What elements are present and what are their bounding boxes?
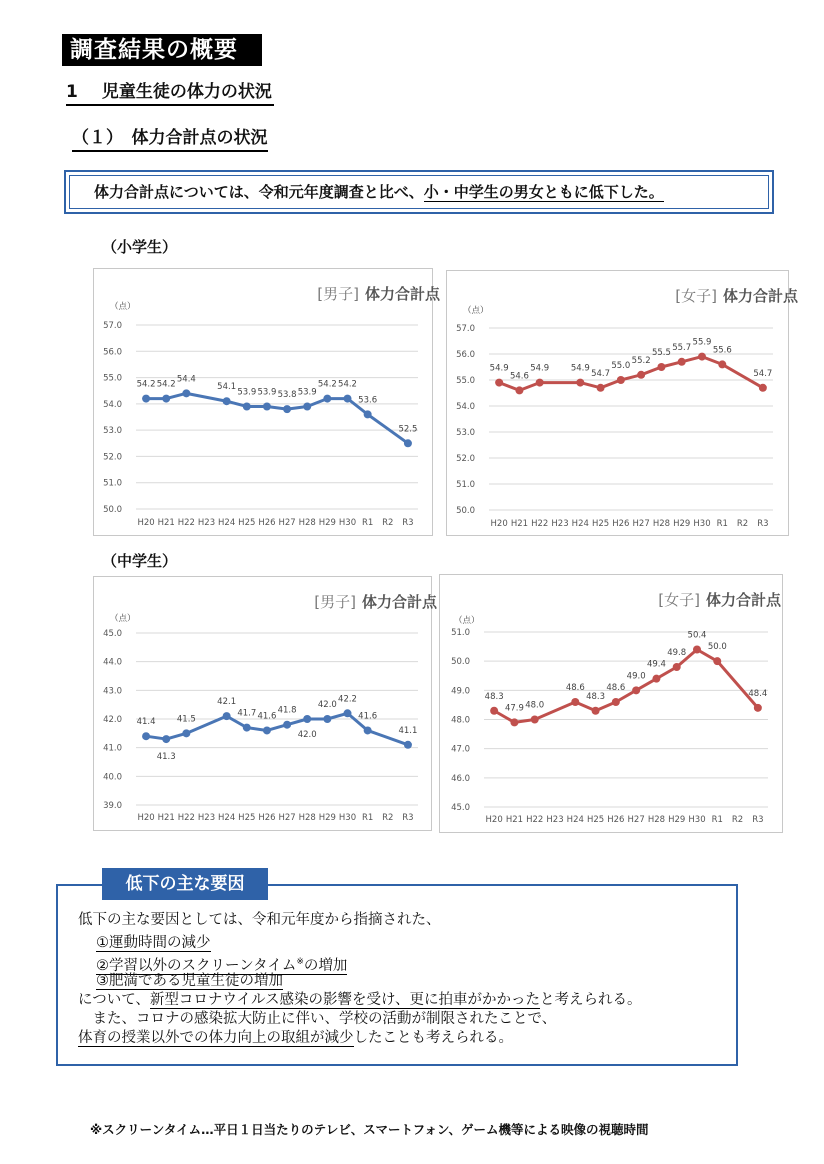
chart-data-label: 41.6 — [257, 711, 277, 722]
chart-y-tick-label: 44.0 — [103, 657, 122, 668]
chart-data-point — [510, 718, 518, 726]
chart-data-point — [592, 707, 600, 715]
chart-junior-girls — [439, 574, 783, 833]
chart-data-label: 52.5 — [398, 424, 418, 435]
chart-x-tick-label: H22 — [177, 813, 195, 823]
chart-y-tick-label: 52.0 — [456, 454, 475, 464]
chart-y-tick-label: 45.0 — [451, 803, 470, 813]
chart-data-label: 42.2 — [338, 694, 357, 705]
chart-y-tick-label: 55.0 — [456, 376, 475, 386]
chart-data-label: 42.0 — [297, 730, 317, 740]
chart-x-tick-label: H22 — [531, 519, 549, 529]
chart-data-point — [263, 402, 271, 410]
chart-data-point — [759, 384, 767, 392]
chart-x-tick-label: H29 — [673, 519, 691, 529]
chart-data-label: 48.3 — [586, 691, 606, 702]
chart-y-tick-label: 54.0 — [103, 399, 122, 410]
group-label-elementary: （小学生） — [102, 238, 178, 256]
chart-data-point — [142, 732, 150, 740]
chart-data-point — [243, 724, 251, 732]
cause-item-1-text: ①運動時間の減少 — [96, 935, 211, 951]
chart-data-label: 41.5 — [176, 714, 196, 725]
chart-elementary-boys — [93, 268, 441, 536]
cause-item-2-post: の増加 — [303, 958, 348, 974]
chart-data-point — [243, 402, 251, 410]
chart-x-tick-label: H30 — [338, 518, 357, 528]
chart-x-tick-label: H27 — [627, 815, 645, 825]
chart-x-tick-label: H20 — [137, 813, 155, 823]
chart-x-tick-label: H24 — [571, 519, 589, 529]
chart-data-point — [162, 395, 170, 403]
causes-line-6-highlight: 体育の授業以外での体力向上の取組が減少 — [78, 1030, 354, 1046]
chart-x-tick-label: H25 — [591, 519, 610, 529]
chart-x-tick-label: H24 — [218, 813, 236, 823]
chart-data-label: 42.0 — [317, 700, 337, 710]
footnote: ※スクリーンタイム…平日１日当たりのテレビ、スマートフォン、ゲーム機等による映像の視聴時間 — [90, 1122, 649, 1137]
chart-data-label: 54.7 — [591, 368, 611, 379]
chart-y-tick-label: 48.0 — [451, 715, 470, 726]
chart-x-tick-label: H28 — [298, 813, 316, 823]
chart-data-point — [637, 371, 645, 379]
chart-x-tick-label: R3 — [402, 813, 414, 823]
chart-x-tick-label: H20 — [485, 815, 503, 825]
chart-y-tick-label: 46.0 — [451, 773, 470, 784]
cause-item-1 — [96, 934, 211, 952]
chart-data-point — [182, 389, 190, 397]
chart-data-label: 47.9 — [504, 703, 524, 714]
page-title: 調査結果の概要 — [62, 34, 262, 66]
chart-data-point — [536, 379, 544, 387]
chart-data-label: 49.8 — [667, 648, 687, 658]
chart-unit-label: （点） — [454, 616, 480, 626]
chart-data-point — [223, 397, 231, 405]
chart-x-tick-label: R1 — [711, 815, 723, 825]
chart-data-point — [490, 707, 498, 715]
chart-data-label: 54.1 — [217, 382, 237, 393]
chart-y-tick-label: 51.0 — [103, 478, 122, 489]
chart-unit-label: （点） — [110, 614, 136, 624]
chart-x-tick-label: H26 — [258, 813, 276, 823]
chart-x-tick-label: H25 — [238, 813, 256, 823]
chart-y-tick-label: 47.0 — [451, 744, 470, 755]
causes-line-6-post: したことも考えられる。 — [353, 1030, 513, 1046]
chart-data-label: 54.9 — [570, 363, 590, 374]
chart-y-tick-label: 53.0 — [456, 428, 475, 438]
chart-data-point — [515, 386, 523, 394]
chart-data-point — [303, 715, 311, 723]
chart-x-tick-label: H29 — [318, 518, 336, 528]
chart-data-label: 41.3 — [156, 752, 176, 763]
chart-data-point — [495, 379, 503, 387]
chart-y-tick-label: 52.0 — [103, 452, 122, 463]
chart-data-label: 48.0 — [525, 700, 545, 711]
chart-data-point — [678, 358, 686, 366]
chart-x-tick-label: R1 — [361, 813, 374, 823]
chart-data-label: 55.6 — [712, 345, 732, 356]
chart-data-point — [323, 715, 331, 723]
chart-data-label: 55.5 — [651, 348, 671, 358]
chart-data-label: 54.7 — [753, 368, 773, 379]
chart-data-point — [364, 410, 372, 418]
chart-data-label: 48.6 — [565, 683, 585, 693]
chart-y-tick-label: 42.0 — [103, 715, 122, 725]
chart-title-gender: [男子] — [314, 593, 356, 611]
chart-y-tick-label: 57.0 — [456, 324, 475, 334]
chart-x-tick-label: H23 — [551, 519, 569, 529]
chart-data-point — [597, 384, 605, 392]
chart-data-point — [263, 726, 271, 734]
summary-text — [94, 182, 664, 202]
chart-title-gender: [女子] — [675, 287, 717, 305]
chart-data-label: 41.1 — [398, 725, 418, 736]
chart-x-tick-label: H21 — [157, 813, 175, 823]
chart-data-label: 41.7 — [237, 708, 257, 719]
chart-data-label: 50.0 — [707, 642, 727, 653]
causes-heading: 低下の主な要因 — [102, 868, 268, 900]
section-number: 1 — [66, 82, 78, 102]
chart-data-label: 53.9 — [297, 387, 317, 398]
chart-data-label: 54.2 — [317, 379, 337, 390]
chart-x-tick-label: H20 — [490, 519, 508, 529]
chart-data-point — [652, 675, 660, 683]
chart-x-tick-label: H22 — [526, 815, 544, 825]
chart-unit-label: （点） — [110, 302, 136, 312]
chart-x-tick-label: H26 — [607, 815, 625, 825]
chart-x-tick-label: H26 — [612, 519, 630, 529]
chart-data-point — [657, 363, 665, 371]
chart-x-tick-label: H30 — [688, 815, 706, 825]
chart-data-label: 54.2 — [136, 379, 156, 390]
chart-data-point — [162, 735, 170, 743]
chart-data-label: 54.2 — [338, 379, 357, 390]
chart-data-point — [404, 741, 412, 749]
chart-data-label: 54.6 — [509, 371, 529, 382]
chart-x-tick-label: R2 — [382, 813, 394, 823]
chart-data-point — [404, 439, 412, 447]
chart-y-tick-label: 55.0 — [103, 373, 122, 384]
chart-title: 体力合計点 — [365, 285, 441, 303]
chart-data-label: 54.4 — [176, 374, 196, 385]
chart-data-label: 48.4 — [748, 688, 768, 699]
chart-title-gender: [男子] — [317, 285, 359, 303]
chart-data-label: 53.9 — [257, 387, 277, 398]
chart-x-tick-label: H23 — [197, 813, 216, 823]
chart-data-label: 48.3 — [484, 691, 504, 702]
chart-x-tick-label: H28 — [298, 518, 316, 528]
chart-title: 体力合計点 — [706, 591, 782, 609]
causes-line-4-pre: について、 — [78, 992, 150, 1008]
chart-y-tick-label: 50.0 — [103, 505, 122, 515]
causes-line-6 — [78, 1029, 513, 1047]
chart-x-tick-label: H28 — [652, 519, 671, 529]
chart-junior-boys — [93, 576, 438, 831]
causes-line-5: また、コロナの感染拡大防止に伴い、学校の活動が制限されたことで、 — [78, 1011, 557, 1027]
chart-x-tick-label: H29 — [668, 815, 686, 825]
chart-x-tick-label: H24 — [566, 815, 584, 825]
chart-y-tick-label: 49.0 — [451, 686, 470, 697]
chart-x-tick-label: H30 — [338, 813, 357, 823]
chart-title: 体力合計点 — [723, 287, 799, 305]
chart-data-point — [713, 657, 721, 665]
chart-data-label: 55.2 — [631, 355, 651, 366]
causes-line-4-highlight: 新型コロナウイルス感染の影響を受け、更に拍車がかかった — [149, 992, 540, 1008]
summary-highlight: 小・中学生の男女ともに低下した。 — [423, 183, 664, 201]
chart-x-tick-label: H29 — [318, 813, 336, 823]
chart-data-point — [283, 721, 291, 729]
chart-y-tick-label: 40.0 — [103, 772, 122, 783]
footnote-mark: ※ — [296, 957, 304, 967]
chart-unit-label: （点） — [463, 306, 489, 316]
chart-data-label: 50.4 — [687, 630, 707, 641]
chart-data-point — [617, 376, 625, 384]
chart-data-point — [571, 698, 579, 706]
cause-item-3-text: ③肥満である児童生徒の増加 — [96, 973, 283, 989]
chart-x-tick-label: H23 — [546, 815, 564, 825]
chart-x-tick-label: R1 — [716, 519, 728, 529]
chart-data-label: 54.9 — [530, 363, 550, 374]
chart-data-label: 48.6 — [606, 683, 626, 693]
causes-line-4-post: と考えられる。 — [539, 992, 642, 1008]
chart-data-point — [632, 686, 640, 694]
chart-x-tick-label: H21 — [510, 519, 529, 529]
chart-y-tick-label: 53.0 — [103, 426, 122, 437]
chart-x-tick-label: R2 — [382, 518, 394, 528]
chart-y-tick-label: 56.0 — [103, 347, 122, 358]
chart-elementary-girls — [446, 270, 799, 536]
chart-y-tick-label: 51.0 — [451, 628, 470, 638]
chart-y-tick-label: 50.0 — [451, 657, 470, 668]
chart-x-tick-label: H28 — [647, 815, 666, 825]
chart-y-tick-label: 56.0 — [456, 350, 475, 360]
chart-data-point — [303, 402, 311, 410]
chart-data-label: 49.0 — [626, 671, 646, 682]
chart-x-tick-label: H25 — [238, 518, 256, 528]
group-label-junior-high: （中学生） — [102, 552, 178, 570]
chart-y-tick-label: 54.0 — [456, 402, 475, 412]
chart-x-tick-label: H26 — [258, 518, 276, 528]
chart-data-label: 54.2 — [156, 379, 176, 390]
chart-data-point — [344, 395, 352, 403]
chart-data-label: 55.9 — [692, 337, 712, 348]
chart-data-label: 55.7 — [672, 342, 692, 353]
chart-x-tick-label: R2 — [736, 519, 749, 529]
chart-x-tick-label: H23 — [197, 518, 216, 528]
chart-data-point — [576, 379, 584, 387]
chart-y-tick-label: 39.0 — [103, 801, 122, 811]
chart-data-point — [718, 360, 726, 368]
chart-data-point — [612, 698, 620, 706]
chart-y-tick-label: 45.0 — [103, 629, 122, 639]
chart-title: 体力合計点 — [362, 593, 438, 611]
chart-x-tick-label: H27 — [278, 518, 296, 528]
chart-x-tick-label: H25 — [586, 815, 605, 825]
chart-data-label: 53.6 — [358, 395, 378, 406]
chart-data-point — [693, 646, 701, 654]
chart-x-tick-label: H24 — [218, 518, 236, 528]
chart-data-label: 41.8 — [277, 705, 297, 716]
section-heading-1 — [66, 80, 274, 106]
summary-plain: 体力合計点については、令和元年度調査と比べ、 — [94, 183, 424, 201]
chart-data-point — [754, 704, 762, 712]
chart-data-point — [283, 405, 291, 413]
causes-intro: 低下の主な要因としては、令和元年度から指摘された、 — [78, 912, 441, 928]
chart-data-label: 42.1 — [217, 697, 237, 708]
cause-item-2-pre: ②学習以外のスクリーンタイム — [96, 958, 297, 974]
chart-y-tick-label: 51.0 — [456, 480, 475, 490]
chart-data-point — [531, 716, 539, 724]
chart-x-tick-label: R3 — [757, 519, 769, 529]
chart-x-tick-label: R2 — [731, 815, 744, 825]
chart-y-tick-label: 43.0 — [103, 686, 122, 697]
causes-line-4 — [78, 991, 641, 1009]
chart-title-gender: [女子] — [658, 591, 700, 609]
chart-data-point — [182, 729, 190, 737]
chart-x-tick-label: H21 — [505, 815, 524, 825]
chart-x-tick-label: R3 — [402, 518, 414, 528]
chart-data-label: 53.8 — [277, 390, 297, 401]
chart-y-tick-label: 57.0 — [103, 321, 122, 331]
chart-data-label: 49.4 — [646, 659, 666, 670]
chart-data-label: 54.9 — [489, 363, 509, 374]
chart-data-point — [364, 726, 372, 734]
chart-x-tick-label: H21 — [157, 518, 175, 528]
chart-y-tick-label: 41.0 — [103, 743, 122, 754]
chart-data-point — [223, 712, 231, 720]
chart-data-label: 53.9 — [237, 387, 257, 398]
cause-item-3 — [96, 972, 283, 990]
chart-data-label: 41.6 — [358, 711, 378, 722]
chart-data-point — [698, 353, 706, 361]
chart-x-tick-label: H27 — [632, 519, 650, 529]
subsection-heading: （１） 体力合計点の状況 — [72, 126, 268, 152]
chart-data-point — [142, 395, 150, 403]
chart-data-label: 41.4 — [136, 717, 156, 728]
chart-x-tick-label: H30 — [693, 519, 711, 529]
section-title: 児童生徒の体力の状況 — [101, 82, 272, 102]
chart-data-point — [323, 395, 331, 403]
chart-x-tick-label: R1 — [361, 518, 374, 528]
chart-x-tick-label: H20 — [137, 518, 155, 528]
chart-x-tick-label: R3 — [752, 815, 764, 825]
chart-data-label: 55.0 — [611, 361, 631, 371]
chart-data-point — [344, 709, 352, 717]
chart-y-tick-label: 50.0 — [456, 506, 475, 516]
chart-data-point — [673, 663, 681, 671]
chart-x-tick-label: H27 — [278, 813, 296, 823]
chart-x-tick-label: H22 — [177, 518, 195, 528]
